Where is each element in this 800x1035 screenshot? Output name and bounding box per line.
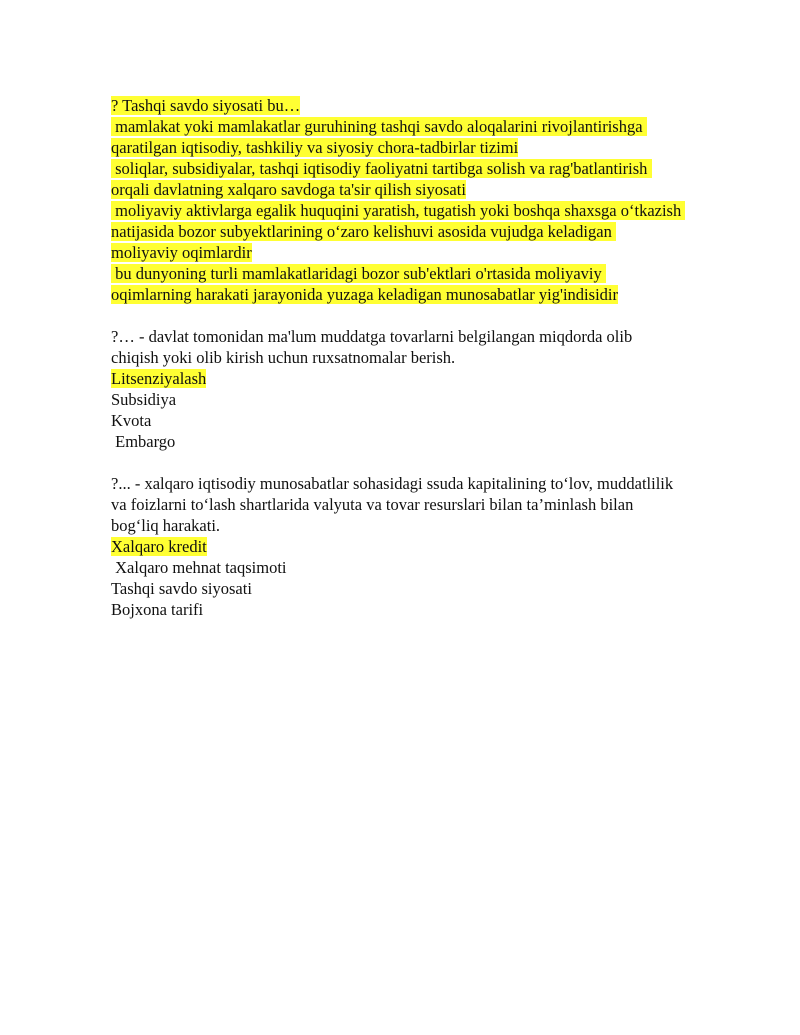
answer-option: Subsidiya [111, 390, 177, 409]
answer-option: Bojxona tarifi [111, 600, 204, 619]
question-text: ? Tashqi savdo siyosati bu… [111, 96, 301, 115]
question-block-2 [111, 326, 771, 452]
answer-option-line: mamlakat yoki mamlakatlar guruhining tashqi savdo aloqalarini rivojlantirishga [111, 117, 647, 136]
answer-option-line: orqali davlatning xalqaro savdoga ta'sir qilish siyosati [111, 180, 466, 199]
answer-option: Embargo [111, 432, 176, 451]
correct-answer: Litsenziyalash [111, 369, 207, 388]
paragraph-gap [111, 452, 771, 473]
answer-option-line: qaratilgan iqtisodiy, tashkiliy va siyosiy chora-tadbirlar tizimi [111, 138, 519, 157]
question-block-1 [111, 95, 771, 305]
answer-option-line: moliyaviy oqimlardir [111, 243, 252, 262]
answer-option-line: moliyaviy aktivlarga egalik huquqini yaratish, tugatish yoki boshqa shaxsga o‘tkazish [111, 201, 686, 220]
answer-option-line: bu dunyoning turli mamlakatlaridagi bozor sub'ektlari o'rtasida moliyaviy [111, 264, 606, 283]
question-text: ?… - davlat tomonidan ma'lum muddatga tovarlarni belgilangan miqdorda olib [111, 327, 637, 346]
question-text: bog‘liq harakati. [111, 516, 221, 535]
answer-option-line: soliqlar, subsidiyalar, tashqi iqtisodiy faoliyatni tartibga solish va rag'batlantirish [111, 159, 652, 178]
answer-option-line: oqimlarning harakati jarayonida yuzaga keladigan munosabatlar yig'indisidir [111, 285, 618, 304]
document-page [111, 95, 771, 620]
question-text: va foizlarni to‘lash shartlarida valyuta va tovar resurslari bilan ta’minlash bilan [111, 495, 638, 514]
answer-option-line: natijasida bozor subyektlarining o‘zaro kelishuvi asosida vujudga keladigan [111, 222, 616, 241]
answer-option: Kvota [111, 411, 152, 430]
question-text: chiqish yoki olib kirish uchun ruxsatnomalar berish. [111, 348, 456, 367]
correct-answer: Xalqaro kredit [111, 537, 207, 556]
answer-option: Xalqaro mehnat taqsimoti [111, 558, 287, 577]
question-text: ?... - xalqaro iqtisodiy munosabatlar sohasidagi ssuda kapitalining to‘lov, muddatlilik [111, 474, 678, 493]
answer-option: Tashqi savdo siyosati [111, 579, 252, 598]
question-block-3 [111, 473, 771, 620]
paragraph-gap [111, 305, 771, 326]
